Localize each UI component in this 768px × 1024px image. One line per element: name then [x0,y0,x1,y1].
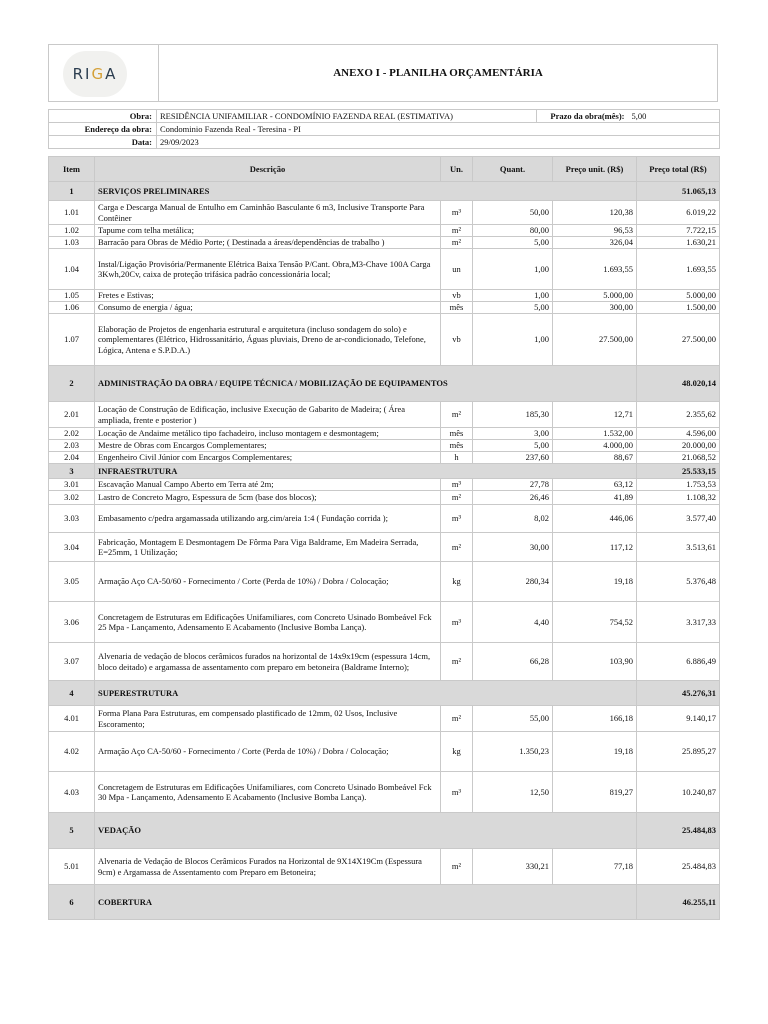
table-row [49,249,720,290]
section-title: ADMINISTRAÇÃO DA OBRA / EQUIPE TÉCNICA / MOBILIZAÇÃO DE EQUIPAMENTOS [95,366,637,402]
section-number: 2 [49,366,95,402]
item-unit-price: 4.000,00 [553,440,637,452]
item-unit-price: 103,90 [553,643,637,681]
item-unit: mês [441,440,473,452]
item-quantity: 26,46 [473,491,553,505]
section-total: 46.255,11 [637,885,720,920]
table-row [49,643,720,681]
item-description: Tapume com telha metálica; [95,225,441,237]
item-total-price: 3.513,61 [637,533,720,562]
item-number: 4.01 [49,706,95,732]
section-title: SERVIÇOS PRELIMINARES [95,182,637,201]
item-quantity: 1,00 [473,314,553,366]
item-unit: m² [441,225,473,237]
item-unit-price: 77,18 [553,849,637,885]
item-unit-price: 300,00 [553,302,637,314]
item-unit: m³ [441,505,473,533]
endereco-value: Condominio Fazenda Real - Teresina - PI [157,123,720,136]
logo-text-end: A [105,65,118,83]
item-unit-price: 1.693,55 [553,249,637,290]
item-number: 2.02 [49,428,95,440]
logo-text-accent: G [91,65,106,83]
table-row [49,225,720,237]
item-total-price: 20.000,00 [637,440,720,452]
section-total: 25.484,83 [637,813,720,849]
table-row [49,562,720,602]
item-description: Escavação Manual Campo Aberto em Terra até 2m; [95,479,441,491]
obra-value: RESIDÊNCIA UNIFAMILIAR - CONDOMÍNIO FAZENDA REAL (ESTIMATIVA) [157,110,537,123]
item-number: 3.03 [49,505,95,533]
header-quant: Quant. [473,157,553,182]
item-quantity: 4,40 [473,602,553,643]
item-unit: m³ [441,772,473,813]
item-quantity: 280,34 [473,562,553,602]
item-quantity: 12,50 [473,772,553,813]
section-row [49,366,720,402]
item-number: 3.02 [49,491,95,505]
item-unit: m² [441,706,473,732]
item-unit: m² [441,237,473,249]
item-description: Concretagem de Estruturas em Edificações Unifamiliares, com Concreto Usinado Bombeável Fck 30 Mpa - Lançamento, Adensamento E Acabamento (Inclusive Bomba Lança). [95,772,441,813]
header-box [48,44,718,102]
item-total-price: 2.355,62 [637,402,720,428]
item-total-price: 25.484,83 [637,849,720,885]
item-description: Lastro de Concreto Magro, Espessura de 5cm (base dos blocos); [95,491,441,505]
item-number: 1.06 [49,302,95,314]
section-row [49,813,720,849]
item-quantity: 1,00 [473,249,553,290]
item-total-price: 1.753,53 [637,479,720,491]
item-number: 1.05 [49,290,95,302]
table-row [49,428,720,440]
item-number: 1.03 [49,237,95,249]
section-row [49,464,720,479]
section-total: 45.276,31 [637,681,720,706]
item-unit: mês [441,302,473,314]
company-logo [63,51,127,97]
item-unit-price: 166,18 [553,706,637,732]
item-unit-price: 19,18 [553,732,637,772]
item-description: Mestre de Obras com Encargos Complementares; [95,440,441,452]
table-row [49,706,720,732]
section-row [49,681,720,706]
section-total: 48.020,14 [637,366,720,402]
table-row [49,602,720,643]
item-total-price: 3.317,33 [637,602,720,643]
item-unit-price: 63,12 [553,479,637,491]
item-number: 3.01 [49,479,95,491]
item-description: Locação de Construção de Edificação, inclusive Execução de Gabarito de Madeira; ( Área ampliada, frente e posterior ) [95,402,441,428]
item-number: 2.04 [49,452,95,464]
item-quantity: 55,00 [473,706,553,732]
endereco-label: Endereço da obra: [49,123,157,136]
item-unit-price: 120,38 [553,201,637,225]
header-preco-unit: Preço unit. (R$) [553,157,637,182]
section-number: 1 [49,182,95,201]
header-un: Un. [441,157,473,182]
item-quantity: 237,60 [473,452,553,464]
item-total-price: 9.140,17 [637,706,720,732]
item-total-price: 6.886,49 [637,643,720,681]
logo-text: RI [72,65,92,83]
item-unit: m² [441,491,473,505]
item-number: 2.01 [49,402,95,428]
item-number: 1.01 [49,201,95,225]
item-unit: m³ [441,602,473,643]
item-unit-price: 12,71 [553,402,637,428]
table-row [49,440,720,452]
item-unit: m² [441,533,473,562]
section-title: COBERTURA [95,885,637,920]
item-number: 1.04 [49,249,95,290]
item-total-price: 4.596,00 [637,428,720,440]
item-description: Locação de Andaime metálico tipo fachadeiro, incluso montagem e desmontagem; [95,428,441,440]
table-row [49,505,720,533]
item-unit: kg [441,562,473,602]
budget-body [49,182,720,920]
item-quantity: 66,28 [473,643,553,681]
item-unit: un [441,249,473,290]
item-unit-price: 88,67 [553,452,637,464]
section-row [49,885,720,920]
table-row [49,237,720,249]
item-quantity: 5,00 [473,237,553,249]
data-label: Data: [49,136,157,149]
item-total-price: 5.376,48 [637,562,720,602]
info-row-endereco [49,123,720,136]
section-title: VEDAÇÃO [95,813,637,849]
item-total-price: 10.240,87 [637,772,720,813]
item-description: Fretes e Estivas; [95,290,441,302]
table-row [49,201,720,225]
project-info-table [48,109,720,149]
item-total-price: 1.693,55 [637,249,720,290]
item-quantity: 8,02 [473,505,553,533]
item-number: 5.01 [49,849,95,885]
section-number: 3 [49,464,95,479]
item-unit-price: 96,53 [553,225,637,237]
item-total-price: 1.500,00 [637,302,720,314]
item-description: Carga e Descarga Manual de Entulho em Caminhão Basculante 6 m3, Inclusive Transporte Para Contêiner [95,201,441,225]
section-title: INFRAESTRUTURA [95,464,637,479]
info-row-data [49,136,720,149]
item-unit: h [441,452,473,464]
table-row [49,452,720,464]
item-quantity: 5,00 [473,440,553,452]
item-quantity: 80,00 [473,225,553,237]
item-number: 3.07 [49,643,95,681]
section-title: SUPERESTRUTURA [95,681,637,706]
document-title: ANEXO I - PLANILHA ORÇAMENTÁRIA [333,67,543,79]
table-row [49,772,720,813]
table-row [49,732,720,772]
item-unit: kg [441,732,473,772]
item-unit-price: 754,52 [553,602,637,643]
item-unit: vb [441,290,473,302]
item-quantity: 5,00 [473,302,553,314]
item-unit: m³ [441,479,473,491]
item-number: 1.07 [49,314,95,366]
budget-header-row [49,157,720,182]
item-number: 4.03 [49,772,95,813]
item-description: Forma Plana Para Estruturas, em compensado plastificado de 12mm, 02 Usos, Inclusive Escoramento; [95,706,441,732]
item-description: Armação Aço CA-50/60 - Fornecimento / Corte (Perda de 10%) / Dobra / Colocação; [95,732,441,772]
header-descricao: Descrição [95,157,441,182]
table-row [49,290,720,302]
item-unit-price: 326,04 [553,237,637,249]
item-quantity: 3,00 [473,428,553,440]
item-total-price: 1.630,21 [637,237,720,249]
item-description: Embasamento c/pedra argamassada utilizando arg.cim/areia 1:4 ( Fundação corrida ); [95,505,441,533]
info-row-obra [49,110,720,123]
item-description: Alvenaria de Vedação de Blocos Cerâmicos Furados na Horizontal de 9X14X19Cm (Espessura 9cm) e Argamassa de Assentamento com Preparo em Betoneira; [95,849,441,885]
item-number: 2.03 [49,440,95,452]
table-row [49,479,720,491]
item-unit-price: 446,06 [553,505,637,533]
item-unit: m³ [441,201,473,225]
item-description: Armação Aço CA-50/60 - Fornecimento / Corte (Perda de 10%) / Dobra / Colocação; [95,562,441,602]
item-description: Concretagem de Estruturas em Edificações Unifamiliares, com Concreto Usinado Bombeável Fck 25 Mpa - Lançamento, Adensamento E Acabamento (Inclusive Bomba Lança). [95,602,441,643]
prazo-label: Prazo da obra(mês): [537,110,629,123]
item-unit-price: 27.500,00 [553,314,637,366]
item-unit: m² [441,402,473,428]
section-number: 4 [49,681,95,706]
item-unit: vb [441,314,473,366]
section-number: 6 [49,885,95,920]
item-total-price: 1.108,32 [637,491,720,505]
section-total: 25.533,15 [637,464,720,479]
table-row [49,491,720,505]
table-row [49,849,720,885]
data-value: 29/09/2023 [157,136,720,149]
item-quantity: 1.350,23 [473,732,553,772]
item-description: Elaboração de Projetos de engenharia estrutural e arquitetura (incluso sondagem do solo) e complementares (Elétrico, Hidrossanitário, Águas pluviais, Dreno de ar-condicionado, Telefone, Lógica, Antena e S.P.D.A.) [95,314,441,366]
prazo-value: 5,00 [629,110,720,123]
item-total-price: 6.019,22 [637,201,720,225]
item-number: 3.05 [49,562,95,602]
item-description: Instal/Ligação Provisória/Permanente Elétrica Baixa Tensão P/Cant. Obra,M3-Chave 100A Carga 3Kwh,20Cv, caixa de proteção trifásica padrão concessionária local; [95,249,441,290]
item-unit: m² [441,643,473,681]
section-number: 5 [49,813,95,849]
item-total-price: 7.722,15 [637,225,720,237]
item-total-price: 3.577,40 [637,505,720,533]
item-unit: m² [441,849,473,885]
item-number: 3.04 [49,533,95,562]
item-unit: mês [441,428,473,440]
logo-cell [49,45,159,101]
item-quantity: 27,78 [473,479,553,491]
item-description: Consumo de energia / água; [95,302,441,314]
section-total: 51.065,13 [637,182,720,201]
item-number: 1.02 [49,225,95,237]
item-number: 3.06 [49,602,95,643]
item-quantity: 1,00 [473,290,553,302]
item-description: Barracão para Obras de Médio Porte; ( Destinada a áreas/dependências de trabalho ) [95,237,441,249]
item-unit-price: 19,18 [553,562,637,602]
item-unit-price: 41,89 [553,491,637,505]
table-row [49,314,720,366]
item-unit-price: 1.532,00 [553,428,637,440]
header-preco-total: Preço total (R$) [637,157,720,182]
item-unit-price: 117,12 [553,533,637,562]
item-total-price: 25.895,27 [637,732,720,772]
item-unit-price: 5.000,00 [553,290,637,302]
item-quantity: 50,00 [473,201,553,225]
header-item: Item [49,157,95,182]
item-quantity: 30,00 [473,533,553,562]
item-number: 4.02 [49,732,95,772]
budget-table [48,156,720,920]
table-row [49,533,720,562]
table-row [49,302,720,314]
obra-label: Obra: [49,110,157,123]
item-quantity: 185,30 [473,402,553,428]
table-row [49,402,720,428]
item-total-price: 27.500,00 [637,314,720,366]
item-description: Alvenaria de vedação de blocos cerâmicos furados na horizontal de 14x9x19cm (espessura 14cm, bloco deitado) e argamassa de assentamento com preparo em betoneira (Baldrame Interno); [95,643,441,681]
item-total-price: 21.068,52 [637,452,720,464]
item-description: Engenheiro Civil Júnior com Encargos Complementares; [95,452,441,464]
section-row [49,182,720,201]
item-unit-price: 819,27 [553,772,637,813]
item-description: Fabricação, Montagem E Desmontagem De Fôrma Para Viga Baldrame, Em Madeira Serrada, E=25mm, 1 Utilização; [95,533,441,562]
item-total-price: 5.000,00 [637,290,720,302]
item-quantity: 330,21 [473,849,553,885]
